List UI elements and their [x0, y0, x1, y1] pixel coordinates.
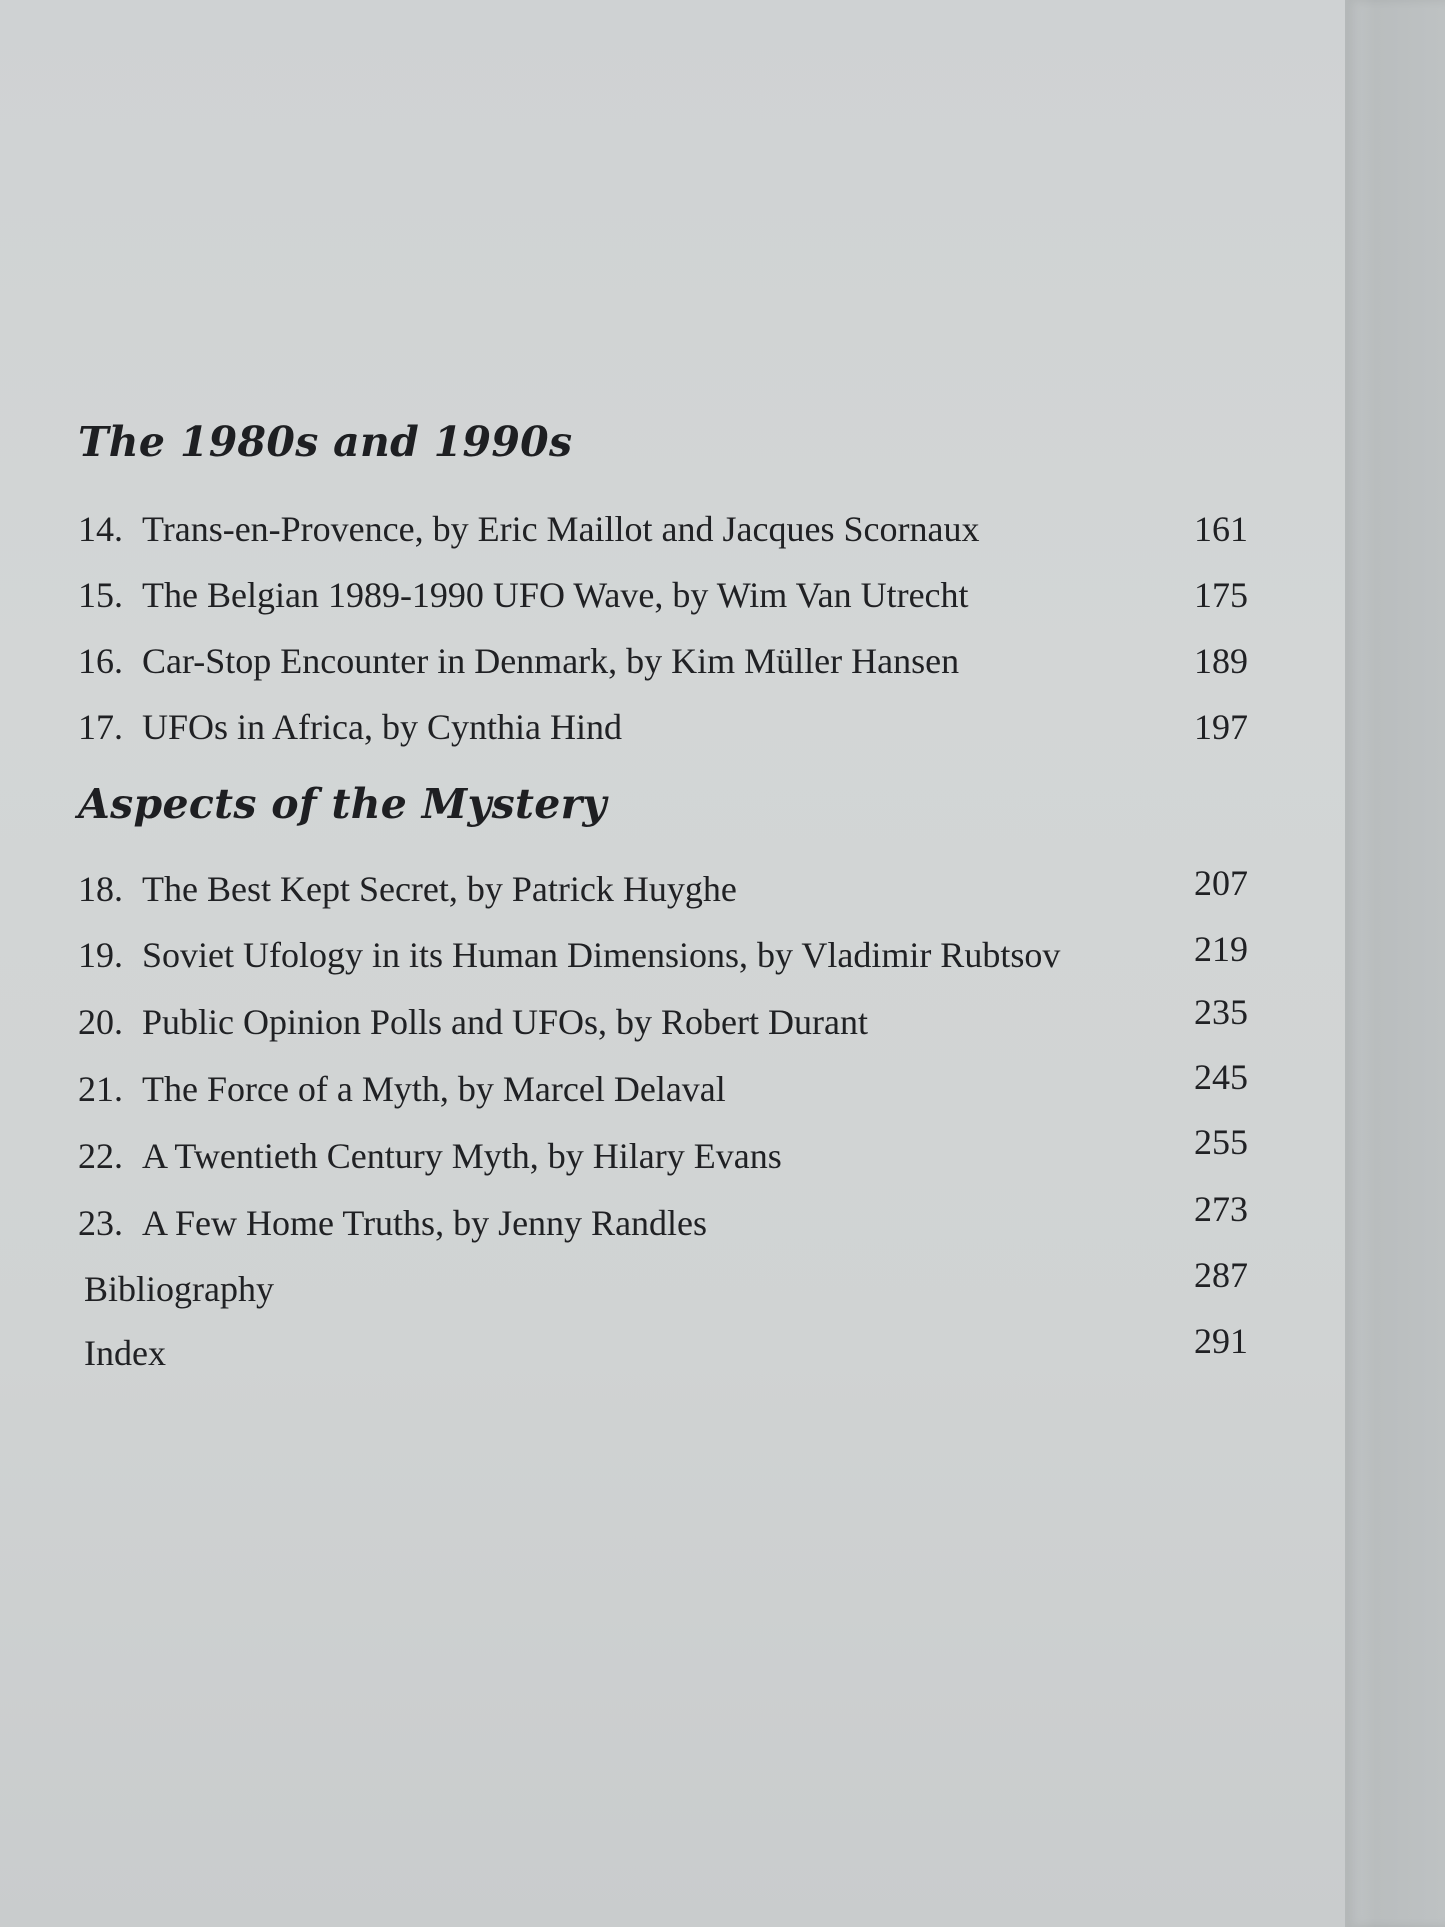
entry-number: 19. [78, 935, 123, 975]
toc-entry [78, 1122, 1258, 1185]
entry-page-number: 175 [1194, 575, 1248, 615]
entry-number: 21. [78, 1069, 123, 1109]
entry-title: Car-Stop Encounter in Denmark, by Kim Müller Hansen [142, 641, 960, 681]
entry-number: 17. [78, 707, 123, 747]
section-heading-aspects [78, 780, 1355, 828]
entry-number: 18. [78, 869, 123, 909]
toc-entry-bibliography [78, 1255, 1258, 1318]
entry-page-number: 207 [1194, 863, 1248, 903]
entry-title: Soviet Ufology in its Human Dimensions, by Vladimir Rubtsov [142, 935, 1061, 975]
entry-page-number: 189 [1194, 641, 1248, 681]
toc-entry [78, 1189, 1258, 1252]
entry-title: Public Opinion Polls and UFOs, by Robert Durant [142, 1002, 868, 1042]
toc-entry [78, 1057, 1258, 1118]
toc-entry-index [78, 1321, 1258, 1382]
section-heading-1980s [78, 418, 1355, 466]
toc-entry [78, 574, 1258, 624]
page-edge [1345, 0, 1445, 1927]
entry-title: A Twentieth Century Myth, by Hilary Evans [142, 1136, 782, 1176]
entry-title: The Best Kept Secret, by Patrick Huyghe [142, 869, 737, 909]
entry-title: Index [84, 1333, 166, 1373]
entry-title: Trans-en-Provence, by Eric Maillot and Jacques Scornaux [142, 509, 980, 549]
entry-title: A Few Home Truths, by Jenny Randles [142, 1203, 708, 1243]
entry-page-number: 291 [1194, 1321, 1248, 1361]
entry-page-number: 287 [1194, 1255, 1248, 1295]
entry-page-number: 255 [1194, 1122, 1248, 1162]
entry-number: 23. [78, 1203, 123, 1243]
toc-entry [78, 706, 1258, 756]
entry-number: 16. [78, 641, 123, 681]
entry-number: 22. [78, 1136, 123, 1176]
entry-title: The Belgian 1989-1990 UFO Wave, by Wim Van Utrecht [142, 575, 969, 615]
entry-page-number: 161 [1194, 509, 1248, 549]
entry-page-number: 197 [1194, 707, 1248, 747]
section-title: Aspects of the Mystery [78, 780, 607, 828]
entry-number: 15. [78, 575, 123, 615]
toc-entry [78, 929, 1258, 984]
entry-number: 20. [78, 1002, 123, 1042]
entry-title: Bibliography [84, 1269, 274, 1309]
toc-entry [78, 992, 1258, 1051]
entry-page-number: 235 [1194, 992, 1248, 1032]
entry-page-number: 219 [1194, 929, 1248, 969]
toc-entry [78, 640, 1258, 690]
entry-page-number: 245 [1194, 1057, 1248, 1097]
section-title: The 1980s and 1990s [78, 418, 573, 466]
entry-title: The Force of a Myth, by Marcel Delaval [142, 1069, 726, 1109]
entry-page-number: 273 [1194, 1189, 1248, 1229]
toc-entry [78, 863, 1258, 918]
entry-number: 14. [78, 509, 123, 549]
entry-title: UFOs in Africa, by Cynthia Hind [142, 707, 622, 747]
toc-entry [78, 508, 1258, 558]
